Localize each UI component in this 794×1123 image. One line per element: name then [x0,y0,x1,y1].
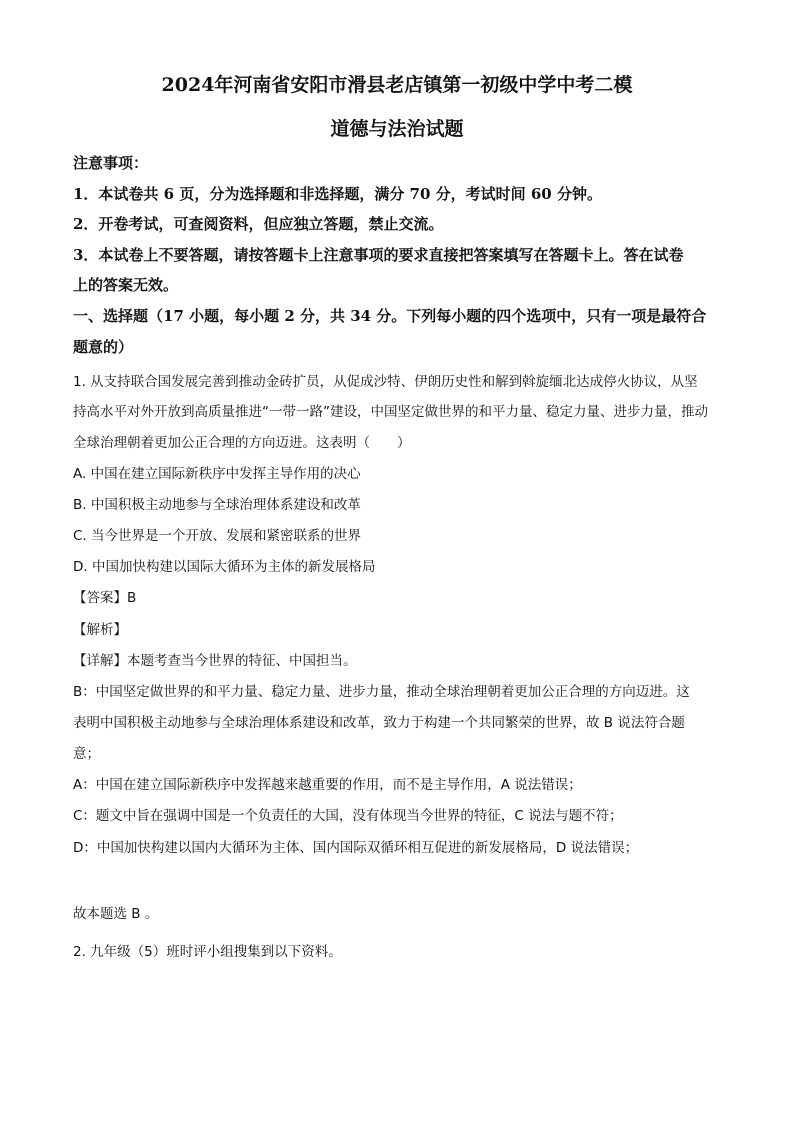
section-heading-line-1: 一、选择题（17 小题，每小题 2 分，共 34 分。下列每小题的四个选项中，只有一项是最符合 [73,307,707,325]
question-1-explanation-c: C：题文中旨在强调中国是一个负责任的大国，没有体现当今世界的特征，C 说法与题不符； [73,808,623,824]
question-1-explanation-b-line-3: 意； [73,746,100,762]
question-1-option-c: C. 当今世界是一个开放、发展和紧密联系的世界 [73,528,362,544]
notice-item-2: 2．开卷考试，可查阅资料，但应独立答题，禁止交流。 [73,215,444,233]
question-1-stem-line-1: 1. 从支持联合国发展完善到推动金砖扩员，从促成沙特、伊朗历史性和解到斡旋缅北达成停火协议，从坚 [73,374,698,390]
question-1-explanation-a: A：中国在建立国际新秩序中发挥越来越重要的作用，而不是主导作用，A 说法错误； [73,777,582,793]
question-1-stem-line-2: 持高水平对外开放到高质量推进“一带一路”建设，中国坚定做世界的和平力量、稳定力量、进步力量，推动 [73,404,708,420]
notice-item-1: 1．本试卷共 6 页，分为选择题和非选择题，满分 70 分，考试时间 60 分钟。 [73,185,602,203]
question-1-answer: 【答案】B [73,590,137,606]
question-1-analysis-label: 【解析】 [73,622,127,638]
exam-subtitle: 道德与法治试题 [330,118,464,140]
question-1-conclusion: 故本题选 B 。 [73,906,159,922]
notice-item-3-line-1: 3．本试卷上不要答题，请按答题卡上注意事项的要求直接把答案填写在答题卡上。答在试卷 [73,246,684,264]
question-1-option-d: D. 中国加快构建以国际大循环为主体的新发展格局 [73,559,376,575]
question-1-option-a: A. 中国在建立国际新秩序中发挥主导作用的决心 [73,466,361,482]
notice-heading: 注意事项： [73,154,149,172]
question-1-explanation-b-line-1: B：中国坚定做世界的和平力量、稳定力量、进步力量，推动全球治理朝着更加公正合理的方向迈进。这 [73,684,690,700]
question-1-option-b: B. 中国积极主动地参与全球治理体系建设和改革 [73,497,361,513]
notice-item-3-line-2: 上的答案无效。 [73,276,179,294]
section-heading-line-2: 题意的） [73,338,134,356]
question-1-detail: 【详解】本题考查当今世界的特征、中国担当。 [73,653,357,669]
question-2-stem: 2. 九年级（5）班时评小组搜集到以下资料。 [73,944,342,960]
exam-title: 2024年河南省安阳市滑县老店镇第一初级中学中考二模 [161,74,633,96]
question-1-explanation-d: D：中国加快构建以国内大循环为主体、国内国际双循环相互促进的新发展格局，D 说法错误； [73,840,639,856]
question-1-explanation-b-line-2: 表明中国积极主动地参与全球治理体系建设和改革，致力于构建一个共同繁荣的世界，故 B 说法符合题 [73,715,685,731]
question-1-stem-line-3: 全球治理朝着更加公正合理的方向迈进。这表明（ ） [73,435,411,451]
